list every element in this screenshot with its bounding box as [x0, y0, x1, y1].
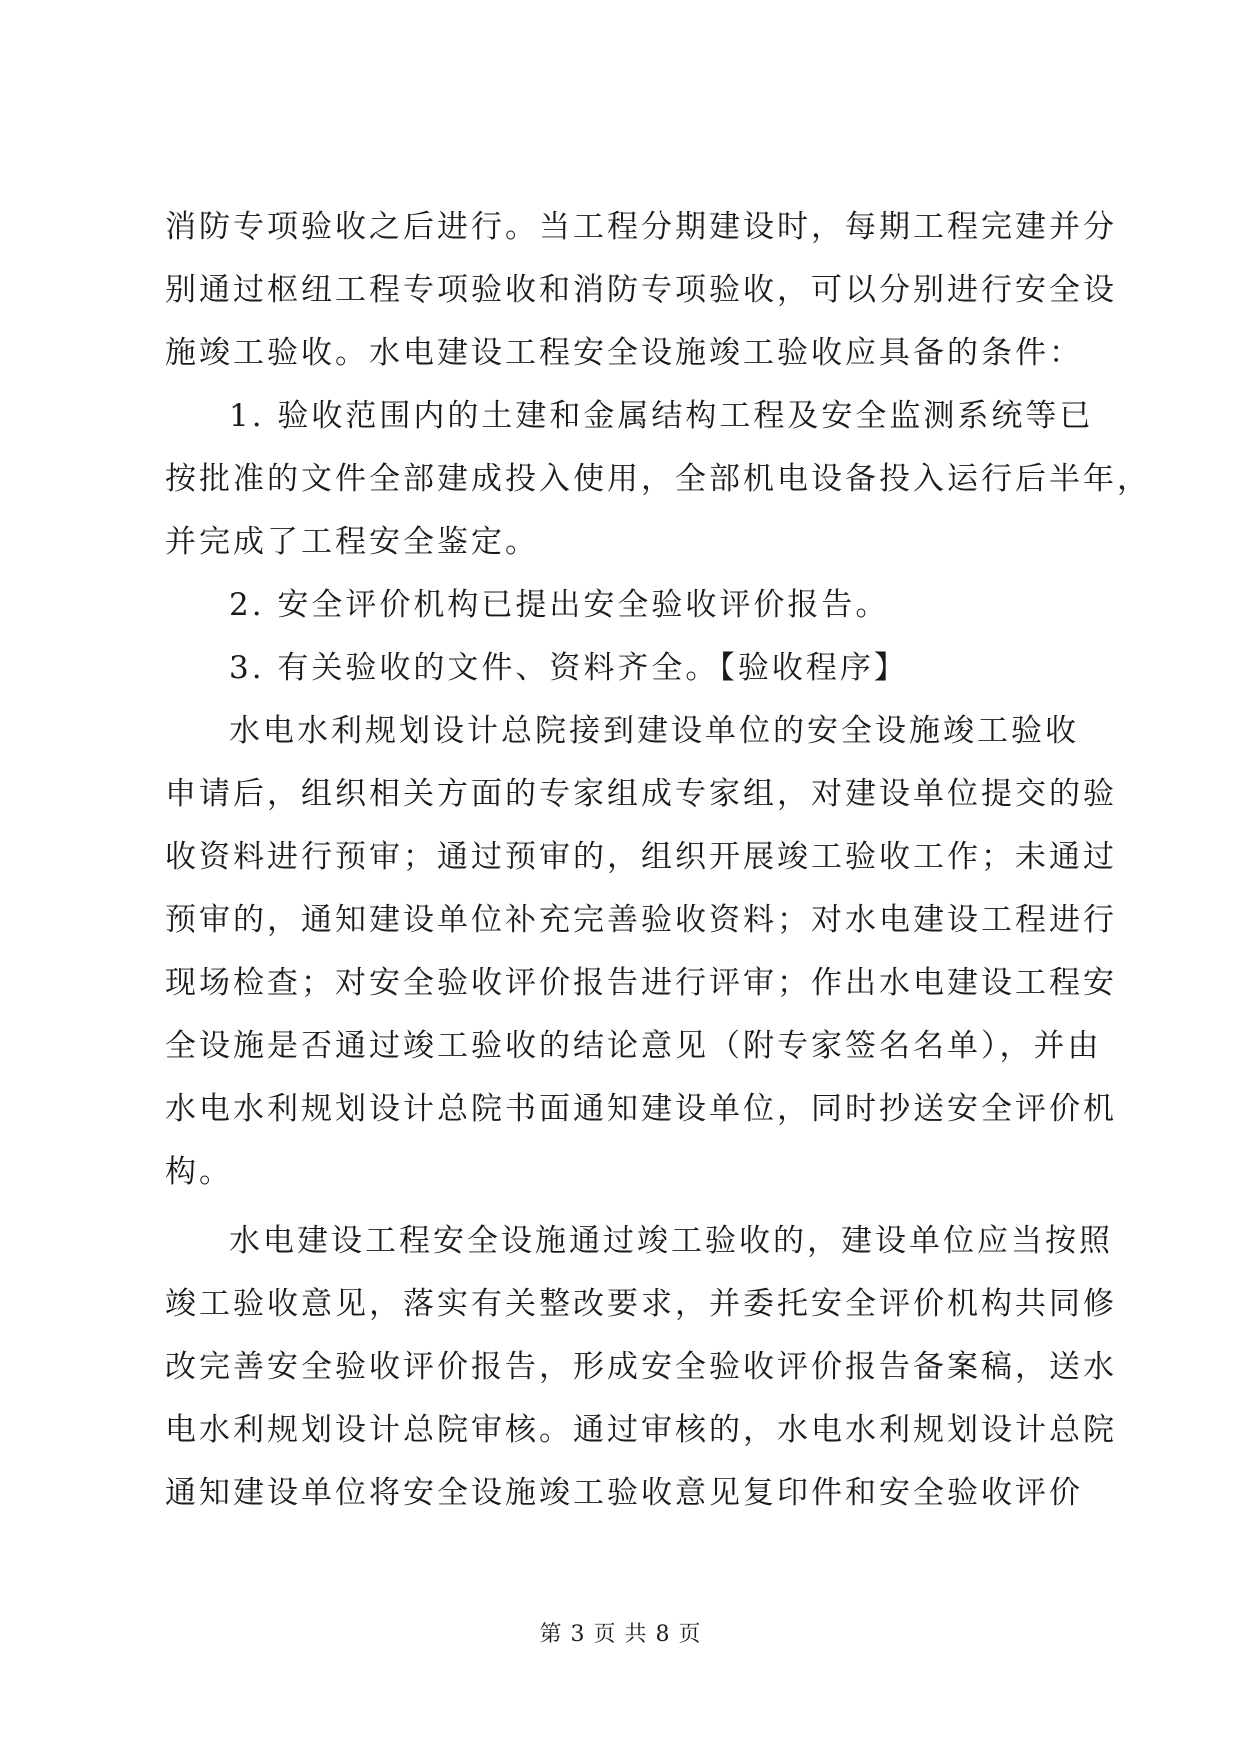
text-line: 1. 验收范围内的土建和金属结构工程及安全监测系统等已 — [229, 398, 1094, 434]
text-line: 电水利规划设计总院审核。通过审核的，水电水利规划设计总院 — [165, 1412, 1117, 1448]
text-line: 2. 安全评价机构已提出安全验收评价报告。 — [229, 587, 890, 623]
text-line: 通知建设单位将安全设施竣工验收意见复印件和安全验收评价 — [165, 1475, 1083, 1511]
text-line: 水电水利规划设计总院书面通知建设单位，同时抄送安全评价机 — [165, 1091, 1117, 1127]
text-line: 竣工验收意见，落实有关整改要求，并委托安全评价机构共同修 — [165, 1286, 1117, 1322]
page-number-footer: 第 3 页 共 8 页 — [539, 1622, 702, 1647]
text-line: 构。 — [165, 1154, 233, 1190]
text-line: 预审的，通知建设单位补充完善验收资料；对水电建设工程进行 — [165, 902, 1117, 938]
text-line: 现场检查；对安全验收评价报告进行评审；作出水电建设工程安 — [165, 965, 1117, 1001]
text-line: 水电建设工程安全设施通过竣工验收的，建设单位应当按照 — [229, 1223, 1113, 1259]
text-line: 并完成了工程安全鉴定。 — [165, 524, 539, 560]
text-line: 改完善安全验收评价报告，形成安全验收评价报告备案稿，送水 — [165, 1349, 1117, 1385]
text-line: 按批准的文件全部建成投入使用，全部机电设备投入运行后半年， — [165, 461, 1151, 497]
text-line: 消防专项验收之后进行。当工程分期建设时，每期工程完建并分 — [165, 209, 1117, 245]
text-line: 收资料进行预审；通过预审的，组织开展竣工验收工作；未通过 — [165, 839, 1117, 875]
text-line: 3. 有关验收的文件、资料齐全。【验收程序】 — [229, 650, 908, 686]
text-line: 水电水利规划设计总院接到建设单位的安全设施竣工验收 — [229, 713, 1079, 749]
text-line: 全设施是否通过竣工验收的结论意见（附专家签名名单），并由 — [165, 1028, 1102, 1064]
text-line: 别通过枢纽工程专项验收和消防专项验收，可以分别进行安全设 — [165, 272, 1117, 308]
text-line: 申请后，组织相关方面的专家组成专家组，对建设单位提交的验 — [165, 776, 1117, 812]
text-line: 施竣工验收。水电建设工程安全设施竣工验收应具备的条件： — [165, 335, 1083, 371]
